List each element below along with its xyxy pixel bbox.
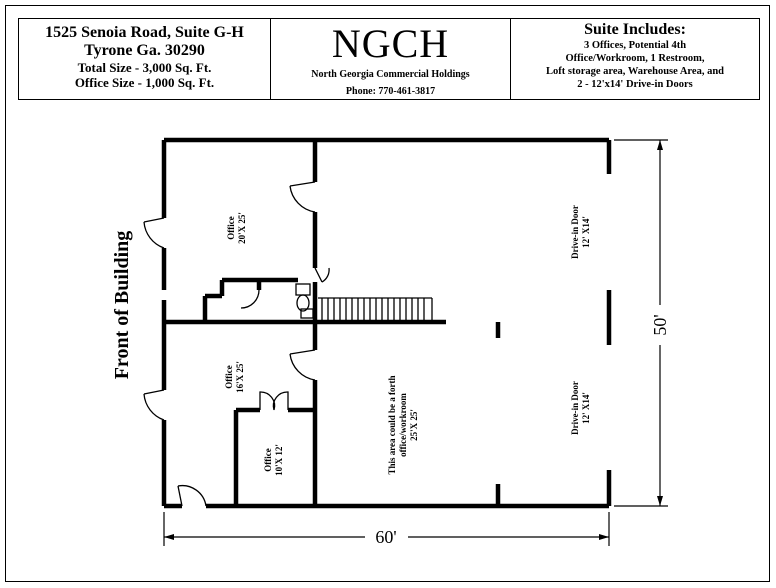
drive-in-door-top-size: 12' X14' bbox=[581, 216, 591, 248]
office-b-size: 16'X 25' bbox=[235, 361, 245, 393]
includes-title: Suite Includes: bbox=[584, 21, 686, 38]
restroom-fixtures bbox=[296, 284, 313, 318]
interior-walls bbox=[164, 140, 498, 506]
address-line-1: 1525 Senoia Road, Suite G-H bbox=[45, 24, 244, 41]
includes-line: 3 Offices, Potential 4th bbox=[583, 40, 687, 51]
front-of-building-label: Front of Building bbox=[111, 230, 133, 380]
stairs bbox=[318, 298, 432, 322]
workroom-line-1: This area could be a forth bbox=[387, 375, 397, 475]
includes-line: 2 - 12'x14' Drive-in Doors bbox=[577, 79, 693, 90]
includes-line: Office/Workroom, 1 Restroom, bbox=[565, 53, 705, 64]
office-a-size: 20'X 25' bbox=[237, 212, 247, 244]
workroom-line-2: office/workroom bbox=[398, 393, 408, 457]
office-size: Office Size - 1,000 Sq. Ft. bbox=[74, 75, 215, 90]
total-size: Total Size - 3,000 Sq. Ft. bbox=[77, 60, 212, 75]
company-phone: Phone: 770-461-3817 bbox=[345, 86, 436, 97]
depth-dimension: 50' bbox=[650, 314, 670, 336]
toilet-icon bbox=[296, 284, 310, 295]
drive-in-door-top-name: Drive-in Door bbox=[570, 205, 580, 259]
width-dimension: 60' bbox=[375, 527, 397, 547]
includes-line: Loft storage area, Warehouse Area, and bbox=[545, 66, 724, 77]
office-c-size: 10'X 12' bbox=[274, 444, 284, 476]
office-b-name: Office bbox=[224, 365, 234, 389]
office-c-name: Office bbox=[263, 448, 273, 472]
office-a-name: Office bbox=[226, 216, 236, 240]
address-line-2: Tyrone Ga. 30290 bbox=[84, 42, 205, 59]
drive-in-door-bottom-size: 12' X14' bbox=[581, 392, 591, 424]
drive-in-door-bottom-name: Drive-in Door bbox=[570, 381, 580, 435]
room-labels bbox=[111, 205, 591, 476]
company-name: North Georgia Commercial Holdings bbox=[311, 69, 470, 80]
dimension-lines bbox=[164, 140, 670, 547]
company-logo: NGCH bbox=[331, 21, 450, 66]
workroom-size: 25'X 25' bbox=[409, 409, 419, 441]
